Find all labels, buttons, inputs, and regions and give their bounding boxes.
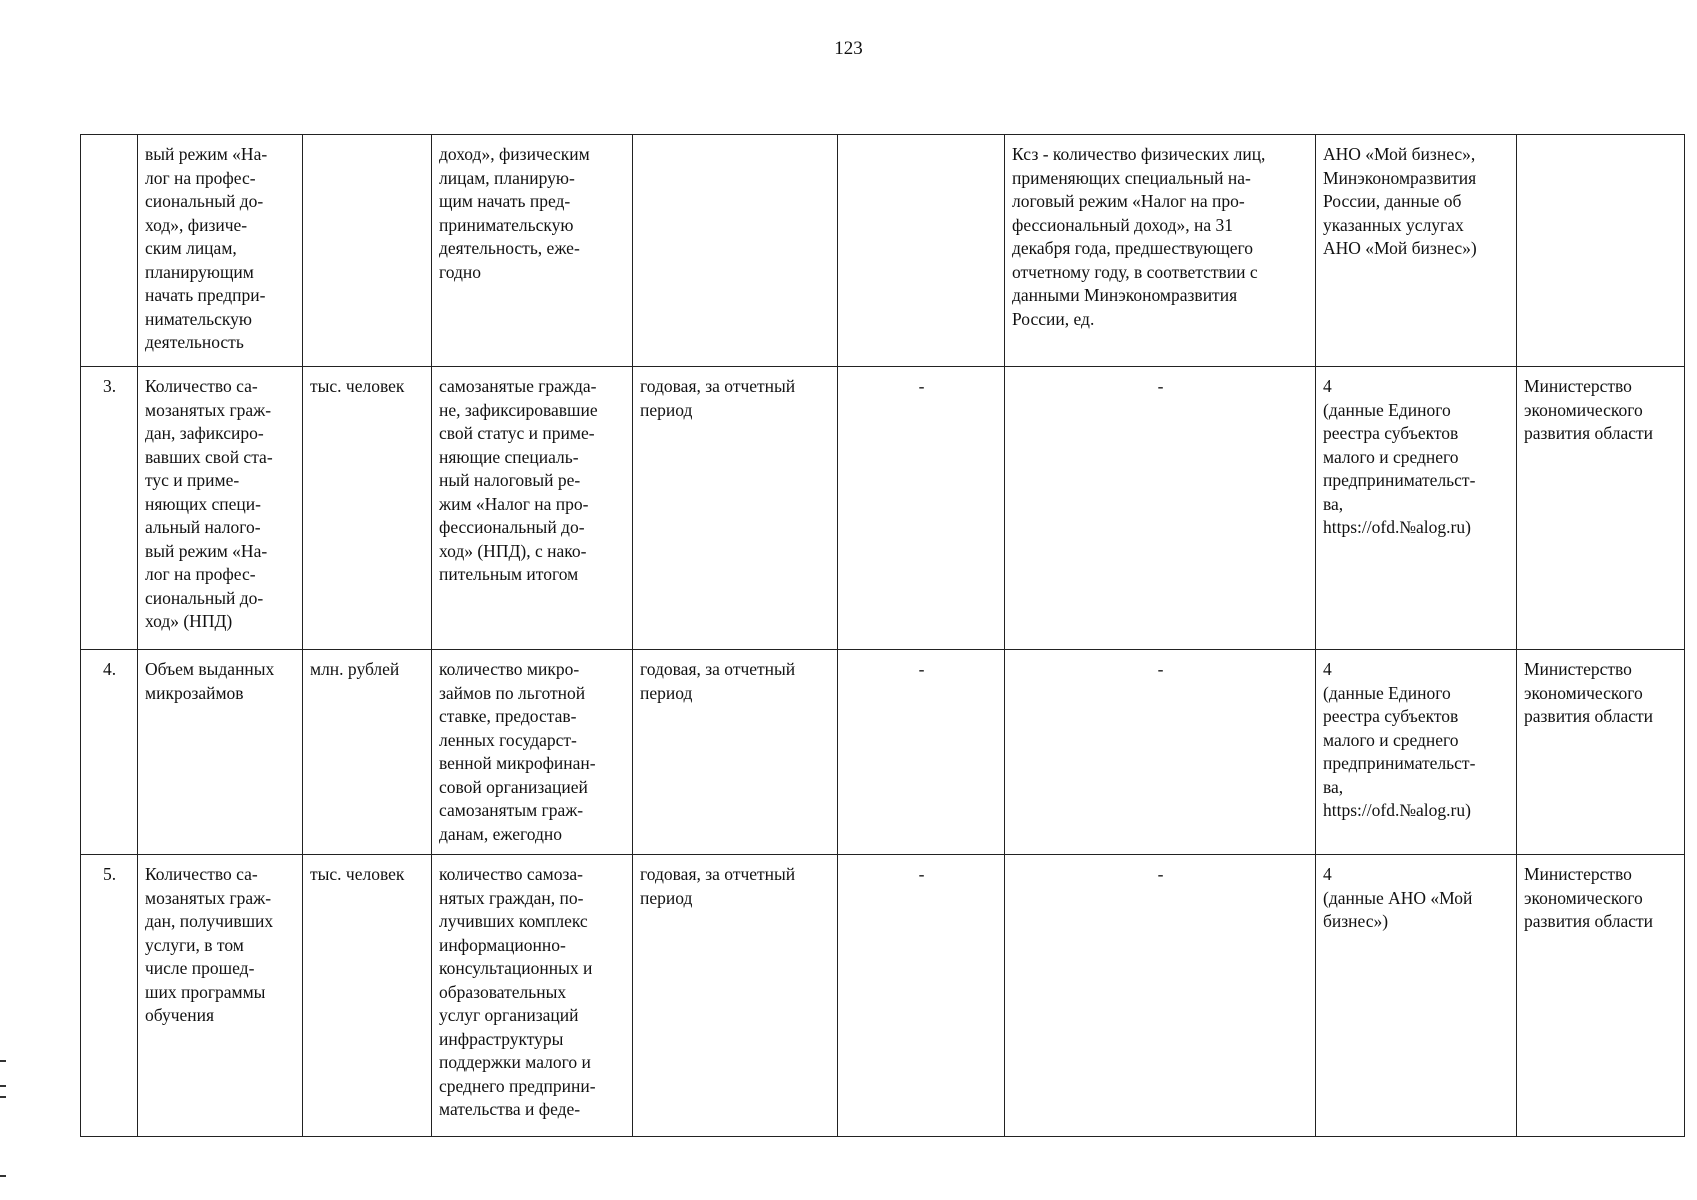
table-row [81, 650, 1685, 855]
responsible-cell: Министерство экономического развития области [1517, 650, 1685, 855]
definition-cell: самозанятые гражда- не, зафиксировавшие свой статус и приме- няющие специаль- ный налоговый ре- жим «Налог на про- фессиональный до- ход» (НПД), с нако- пительным итогом [432, 367, 633, 650]
definition-cell: количество самоза- нятых граждан, по- лучивших комплекс информационно- консультационных и образовательных услуг организаций инфраструктуры поддержки малого и среднего предприни- мательства и феде- [432, 855, 633, 1137]
indicator-name-cell: Объем выданных микрозаймов [138, 650, 303, 855]
unit-cell: тыс. человек [303, 367, 432, 650]
data-source-cell: АНО «Мой бизнес», Минэкономразвития России, данные об указанных услугах АНО «Мой бизнес») [1316, 135, 1517, 367]
indicator-name-cell: Количество са- мозанятых граж- дан, зафиксиро- вавших свой ста- тус и приме- няющих специ- альный налого- вый режим «На- лог на профес- сиональный до- ход» (НПД) [138, 367, 303, 650]
unit-cell [303, 135, 432, 367]
definition-cell: количество микро- займов по льготной ставке, предостав- ленных государст- венной микрофинан- совой организацией самозанятым граж- данам, ежегодно [432, 650, 633, 855]
indicator-name-cell: Количество са- мозанятых граж- дан, получивших услуги, в том числе прошед- ших программы обучения [138, 855, 303, 1137]
periodicity-cell: годовая, за отчетный период [633, 855, 838, 1137]
row-number-cell: 5. [81, 855, 138, 1137]
column-six-cell: - [838, 367, 1005, 650]
data-source-cell: 4 (данные Единого реестра субъектов малого и среднего предпринимательст- ва, https://ofd.№alog.ru) [1316, 650, 1517, 855]
indicators-table [80, 134, 1685, 1137]
data-source-cell: 4 (данные Единого реестра субъектов малого и среднего предпринимательст- ва, https://ofd.№alog.ru) [1316, 367, 1517, 650]
formula-cell: - [1005, 855, 1316, 1137]
unit-cell: тыс. человек [303, 855, 432, 1137]
responsible-cell [1517, 135, 1685, 367]
table-row [81, 367, 1685, 650]
table-row [81, 855, 1685, 1137]
scan-margin-mark [0, 1085, 6, 1087]
column-six-cell [838, 135, 1005, 367]
row-number-cell [81, 135, 138, 367]
responsible-cell: Министерство экономического развития области [1517, 367, 1685, 650]
page-number: 123 [834, 38, 863, 59]
formula-cell: - [1005, 650, 1316, 855]
row-number-cell: 4. [81, 650, 138, 855]
data-source-cell: 4 (данные АНО «Мой бизнес») [1316, 855, 1517, 1137]
responsible-cell: Министерство экономического развития области [1517, 855, 1685, 1137]
periodicity-cell: годовая, за отчетный период [633, 367, 838, 650]
column-six-cell: - [838, 650, 1005, 855]
periodicity-cell [633, 135, 838, 367]
row-number-cell: 3. [81, 367, 138, 650]
scan-margin-mark [0, 1175, 6, 1177]
scan-margin-mark [0, 1096, 6, 1098]
indicator-name-cell: вый режим «На- лог на профес- сиональный до- ход», физиче- ским лицам, планирующим начать предпри- нимательскую деятельность [138, 135, 303, 367]
formula-cell: Ксз - количество физических лиц, применяющих специальный на- логовый режим «Налог на про- фессиональный доход», на 31 декабря года, предшествующего отчетному году, в соответствии с данными Минэкономразвития России, ед. [1005, 135, 1316, 367]
formula-cell: - [1005, 367, 1316, 650]
unit-cell: млн. рублей [303, 650, 432, 855]
scan-margin-mark [0, 1060, 6, 1062]
table-row [81, 135, 1685, 367]
periodicity-cell: годовая, за отчетный период [633, 650, 838, 855]
definition-cell: доход», физическим лицам, планирую- щим начать пред- принимательскую деятельность, еже- годно [432, 135, 633, 367]
column-six-cell: - [838, 855, 1005, 1137]
